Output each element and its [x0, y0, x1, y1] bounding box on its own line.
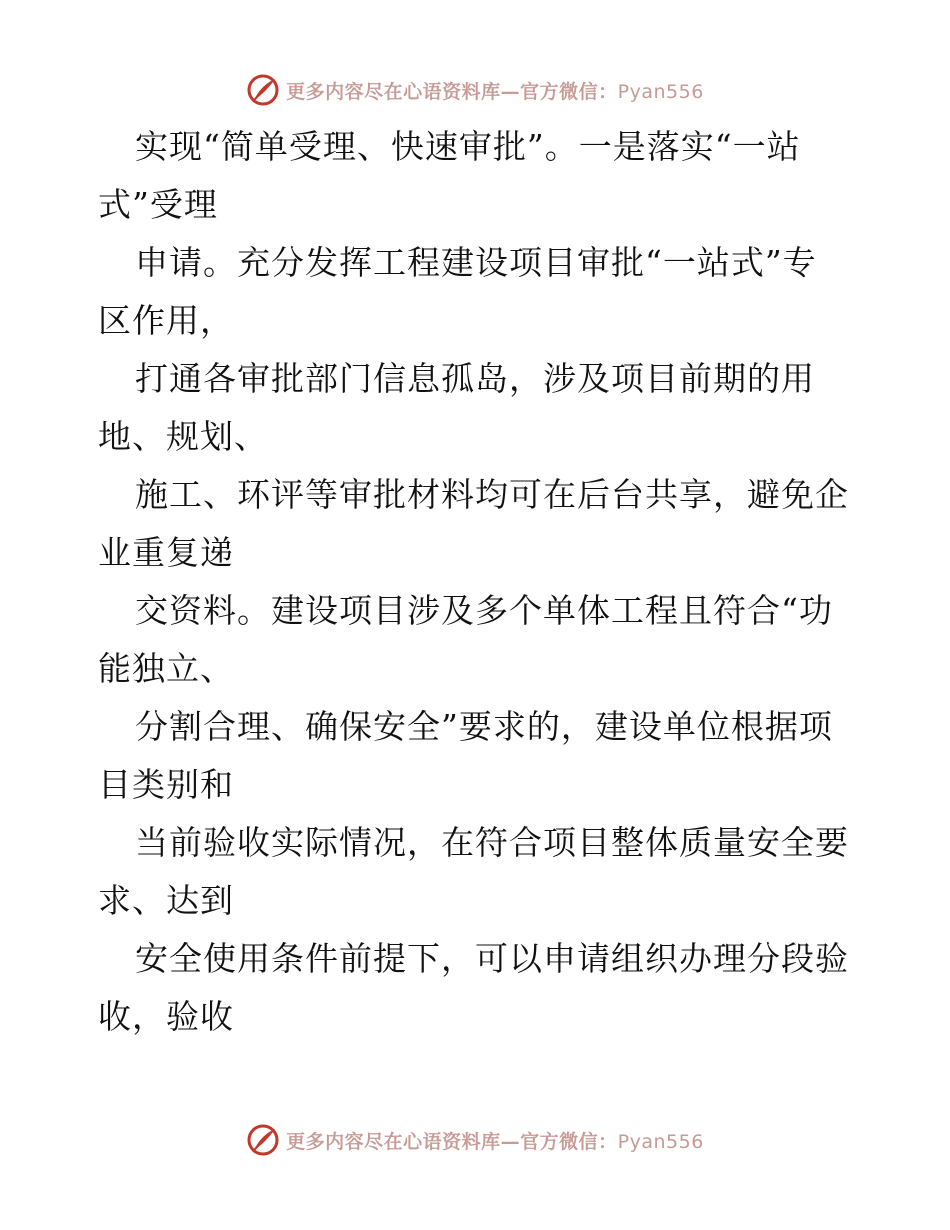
document-body — [98, 118, 858, 1046]
text-line: 区作用， — [98, 301, 234, 340]
text-line: 打通各审批部门信息孤岛，涉及项目前期的用 — [135, 359, 815, 398]
watermark-text: 更多内容尽在心语资料库—官方微信：Pyan556 — [286, 80, 704, 103]
text-line: 交资料。建设项目涉及多个单体工程且符合“功 — [135, 591, 833, 630]
watermark-text: 更多内容尽在心语资料库—官方微信：Pyan556 — [286, 1130, 704, 1153]
feather-pen-logo-icon — [246, 73, 280, 107]
text-line: 收，验收 — [98, 997, 234, 1036]
text-line: 申请。充分发挥工程建设项目审批“一站式”专 — [135, 243, 817, 282]
text-line: 实现“简单受理、快速审批”。一是落实“一站 — [135, 127, 801, 166]
text-line: 求、达到 — [98, 881, 234, 920]
text-line: 式”受理 — [98, 185, 218, 224]
text-line: 目类别和 — [98, 765, 234, 804]
text-line: 地、规划、 — [98, 417, 268, 456]
header-watermark — [0, 70, 950, 110]
footer-watermark — [0, 1120, 950, 1160]
text-line: 当前验收实际情况，在符合项目整体质量安全要 — [135, 823, 849, 862]
text-line: 安全使用条件前提下，可以申请组织办理分段验 — [135, 939, 849, 978]
text-line: 能独立、 — [98, 649, 234, 688]
feather-pen-logo-icon — [246, 1123, 280, 1157]
text-line: 业重复递 — [98, 533, 234, 572]
text-line: 分割合理、确保安全”要求的，建设单位根据项 — [135, 707, 833, 746]
text-line: 施工、环评等审批材料均可在后台共享，避免企 — [135, 475, 849, 514]
